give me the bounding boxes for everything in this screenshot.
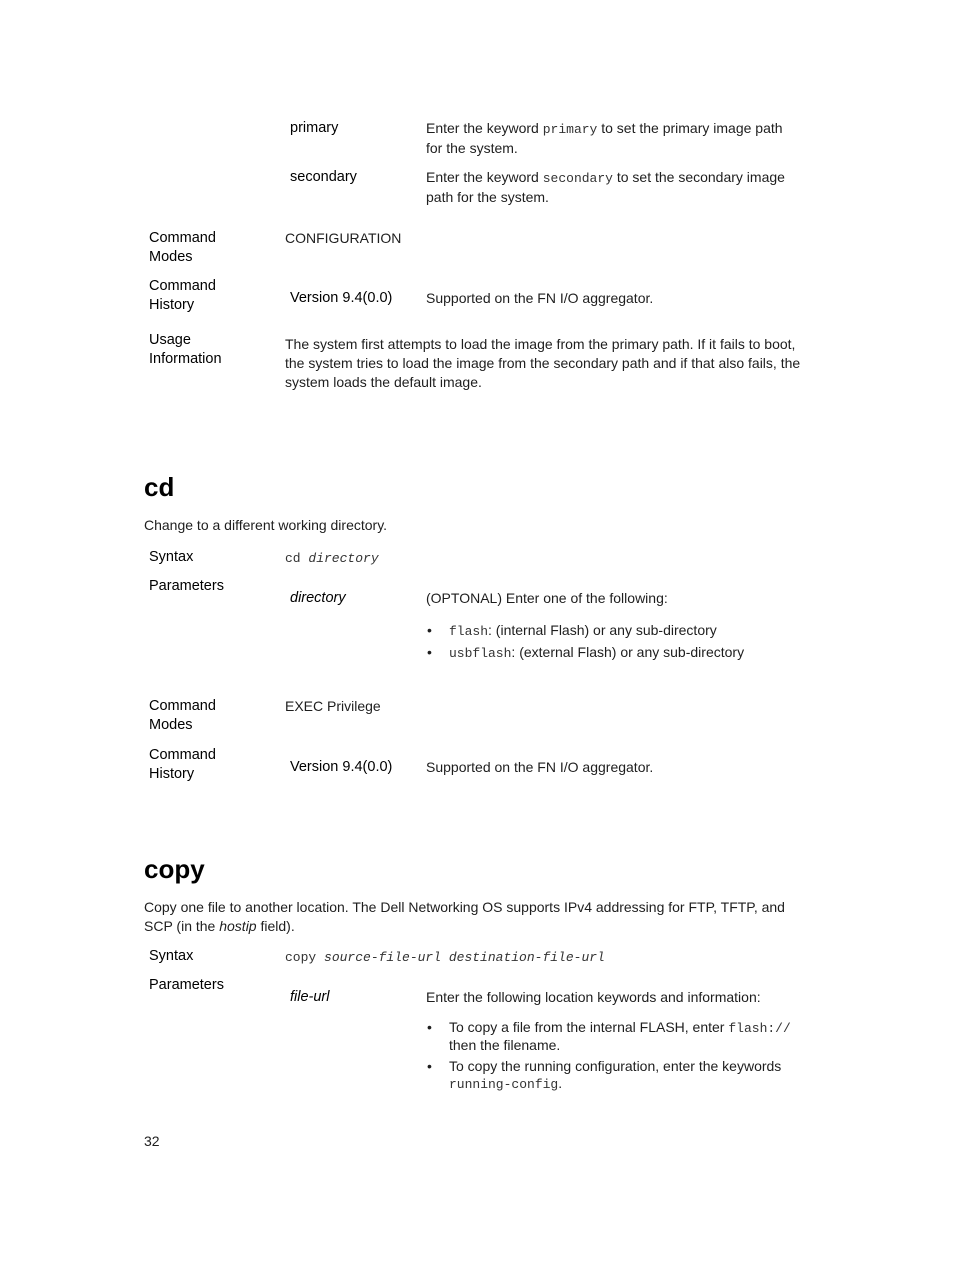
cd-command-history-label: Command History [149, 747, 216, 782]
history-desc: Supported on the FN I/O aggregator. [426, 290, 654, 306]
copy-syntax: copy source-file-url destination-file-url [285, 950, 605, 965]
copy-param-desc: Enter the following location keywords and information: [426, 989, 761, 1005]
copy-parameters-label: Parameters [149, 977, 224, 993]
cd-bullet-usbflash: • usbflash: (external Flash) or any sub-directory [427, 644, 745, 661]
copy-bullet-flash: • To copy a file from the internal FLASH, enter flash:// then the filename. [427, 1019, 791, 1053]
cd-command-modes-value: EXEC Privilege [285, 698, 381, 714]
cd-bullet-flash: • flash: (internal Flash) or any sub-directory [427, 622, 717, 639]
cd-description: Change to a different working directory. [144, 517, 388, 533]
section-heading-copy: copy [144, 854, 205, 884]
param-desc-primary: Enter the keyword primary to set the primary image path for the system. [426, 120, 783, 156]
param-name-primary: primary [290, 120, 339, 136]
usage-information-label: Usage Information [149, 332, 222, 367]
cd-history-desc: Supported on the FN I/O aggregator. [426, 759, 654, 775]
cd-history-version: Version 9.4(0.0) [290, 759, 393, 775]
copy-param-name: file-url [290, 989, 330, 1005]
cd-param-desc: (OPTONAL) Enter one of the following: [426, 590, 668, 606]
cd-syntax: cd directory [285, 551, 379, 566]
cd-syntax-label: Syntax [149, 549, 194, 565]
usage-information-text: The system first attempts to load the image from the primary path. If it fails to boot, the system tries to load the image from the secondary path and if that also fails, the system loads the default image. [285, 336, 801, 390]
copy-syntax-label: Syntax [149, 948, 194, 964]
command-modes-label: Command Modes [149, 230, 216, 265]
cd-param-name: directory [290, 590, 346, 606]
copy-bullet-running-config: • To copy the running configuration, enter the keywords running-config. [427, 1058, 782, 1092]
copy-description: Copy one file to another location. The Dell Networking OS supports IPv4 addressing for FTP, TFTP, and SCP (in the hostip field). [144, 899, 785, 934]
section-heading-cd: cd [144, 472, 175, 502]
page-number: 32 [144, 1133, 160, 1149]
cd-command-modes-label: Command Modes [149, 698, 216, 733]
param-name-secondary: secondary [290, 169, 357, 185]
param-desc-secondary: Enter the keyword secondary to set the secondary image path for the system. [426, 169, 785, 205]
command-history-label: Command History [149, 278, 216, 313]
cd-parameters-label: Parameters [149, 578, 224, 594]
history-version: Version 9.4(0.0) [290, 290, 393, 306]
command-modes-value: CONFIGURATION [285, 230, 402, 246]
